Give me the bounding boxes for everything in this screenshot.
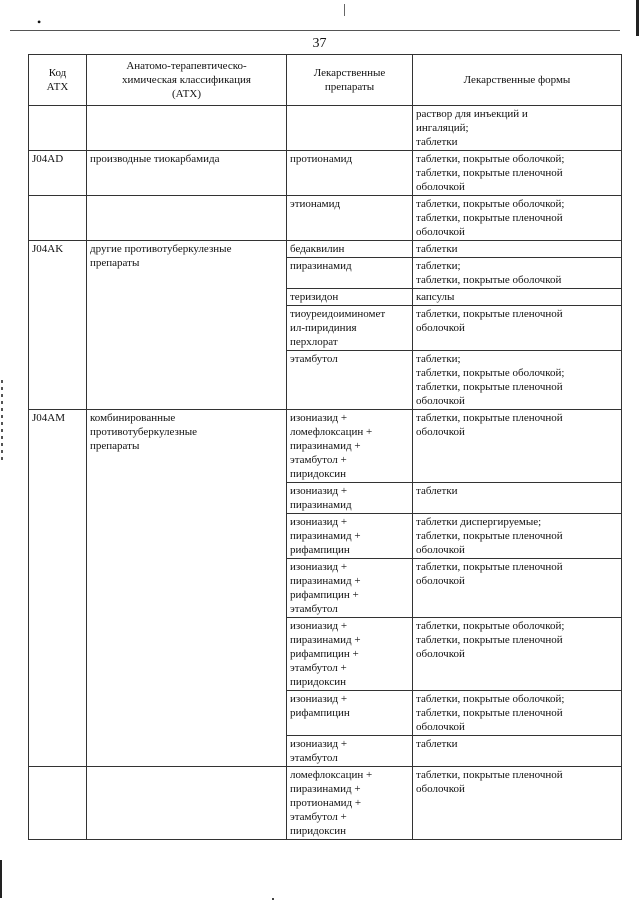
drug-cell: пиразинамид (287, 258, 413, 289)
drug-cell: этамбутол (287, 351, 413, 410)
code-cell (29, 106, 87, 151)
forms-cell: таблетки диспергируемые; таблетки, покрытые пленочной оболочкой (413, 514, 622, 559)
forms-cell: раствор для инъекций и ингаляций; таблетки (413, 106, 622, 151)
table-row (29, 767, 622, 840)
drug-cell: изониазид + пиразинамид + рифампицин + этамбутол (287, 559, 413, 618)
table-row (29, 106, 622, 151)
header-forms: Лекарственные формы (413, 55, 622, 106)
group-cell: другие противотуберкулезные препараты (87, 241, 287, 410)
table-row (29, 410, 622, 483)
forms-cell: таблетки, покрытые пленочной оболочкой (413, 767, 622, 840)
forms-cell: таблетки; таблетки, покрытые оболочкой; таблетки, покрытые пленочной оболочкой (413, 351, 622, 410)
forms-cell: таблетки (413, 736, 622, 767)
header-classification: Анатомо-терапевтическо- химическая классификация (АТХ) (87, 55, 287, 106)
code-cell (29, 767, 87, 840)
scan-dot: • (37, 15, 42, 29)
drug-cell: изониазид + пиразинамид + рифампицин + этамбутол + пиридоксин (287, 618, 413, 691)
page-number: 37 (312, 36, 327, 51)
scan-edge-mark-left (0, 860, 2, 898)
forms-cell: таблетки, покрытые оболочкой; таблетки, покрытые пленочной оболочкой (413, 691, 622, 736)
drug-cell: бедаквилин (287, 241, 413, 258)
drug-cell: изониазид + ломефлоксацин + пиразинамид + этамбутол + пиридоксин (287, 410, 413, 483)
table-row (29, 151, 622, 196)
drug-cell: изониазид + рифампицин (287, 691, 413, 736)
forms-cell: таблетки, покрытые пленочной оболочкой (413, 559, 622, 618)
drug-cell: теризидон (287, 289, 413, 306)
atx-drug-table (28, 54, 622, 840)
scan-edge-dots-left (1, 380, 3, 460)
forms-cell: таблетки, покрытые оболочкой; таблетки, покрытые пленочной оболочкой (413, 196, 622, 241)
drug-cell: изониазид + пиразинамид + рифампицин (287, 514, 413, 559)
group-cell (87, 106, 287, 151)
group-cell (87, 767, 287, 840)
forms-cell: таблетки; таблетки, покрытые оболочкой (413, 258, 622, 289)
header-rule (10, 30, 620, 31)
header-drugs: Лекарственные препараты (287, 55, 413, 106)
code-cell (29, 196, 87, 241)
forms-cell: таблетки (413, 241, 622, 258)
scan-mark-bottom (272, 898, 274, 900)
drug-cell: изониазид + пиразинамид (287, 483, 413, 514)
group-cell: производные тиокарбамида (87, 151, 287, 196)
drug-cell: изониазид + этамбутол (287, 736, 413, 767)
code-cell: J04AM (29, 410, 87, 767)
drug-cell: протионамид (287, 151, 413, 196)
drug-cell: тиоуреидоиминомет ил-пиридиния перхлорат (287, 306, 413, 351)
code-cell: J04AK (29, 241, 87, 410)
header-code: Код АТХ (29, 55, 87, 106)
scan-mark-top (344, 4, 345, 16)
forms-cell: таблетки, покрытые оболочкой; таблетки, покрытые пленочной оболочкой (413, 151, 622, 196)
forms-cell: таблетки, покрытые пленочной оболочкой (413, 410, 622, 483)
drug-cell (287, 106, 413, 151)
forms-cell: таблетки, покрытые оболочкой; таблетки, покрытые пленочной оболочкой (413, 618, 622, 691)
drug-cell: этионамид (287, 196, 413, 241)
group-cell: комбинированные противотуберкулезные препараты (87, 410, 287, 767)
table-header-row (29, 55, 622, 106)
code-cell: J04AD (29, 151, 87, 196)
drug-cell: ломефлоксацин + пиразинамид + протионамид + этамбутол + пиридоксин (287, 767, 413, 840)
forms-cell: таблетки (413, 483, 622, 514)
group-cell (87, 196, 287, 241)
forms-cell: капсулы (413, 289, 622, 306)
table-row (29, 241, 622, 258)
forms-cell: таблетки, покрытые пленочной оболочкой (413, 306, 622, 351)
table-row (29, 196, 622, 241)
